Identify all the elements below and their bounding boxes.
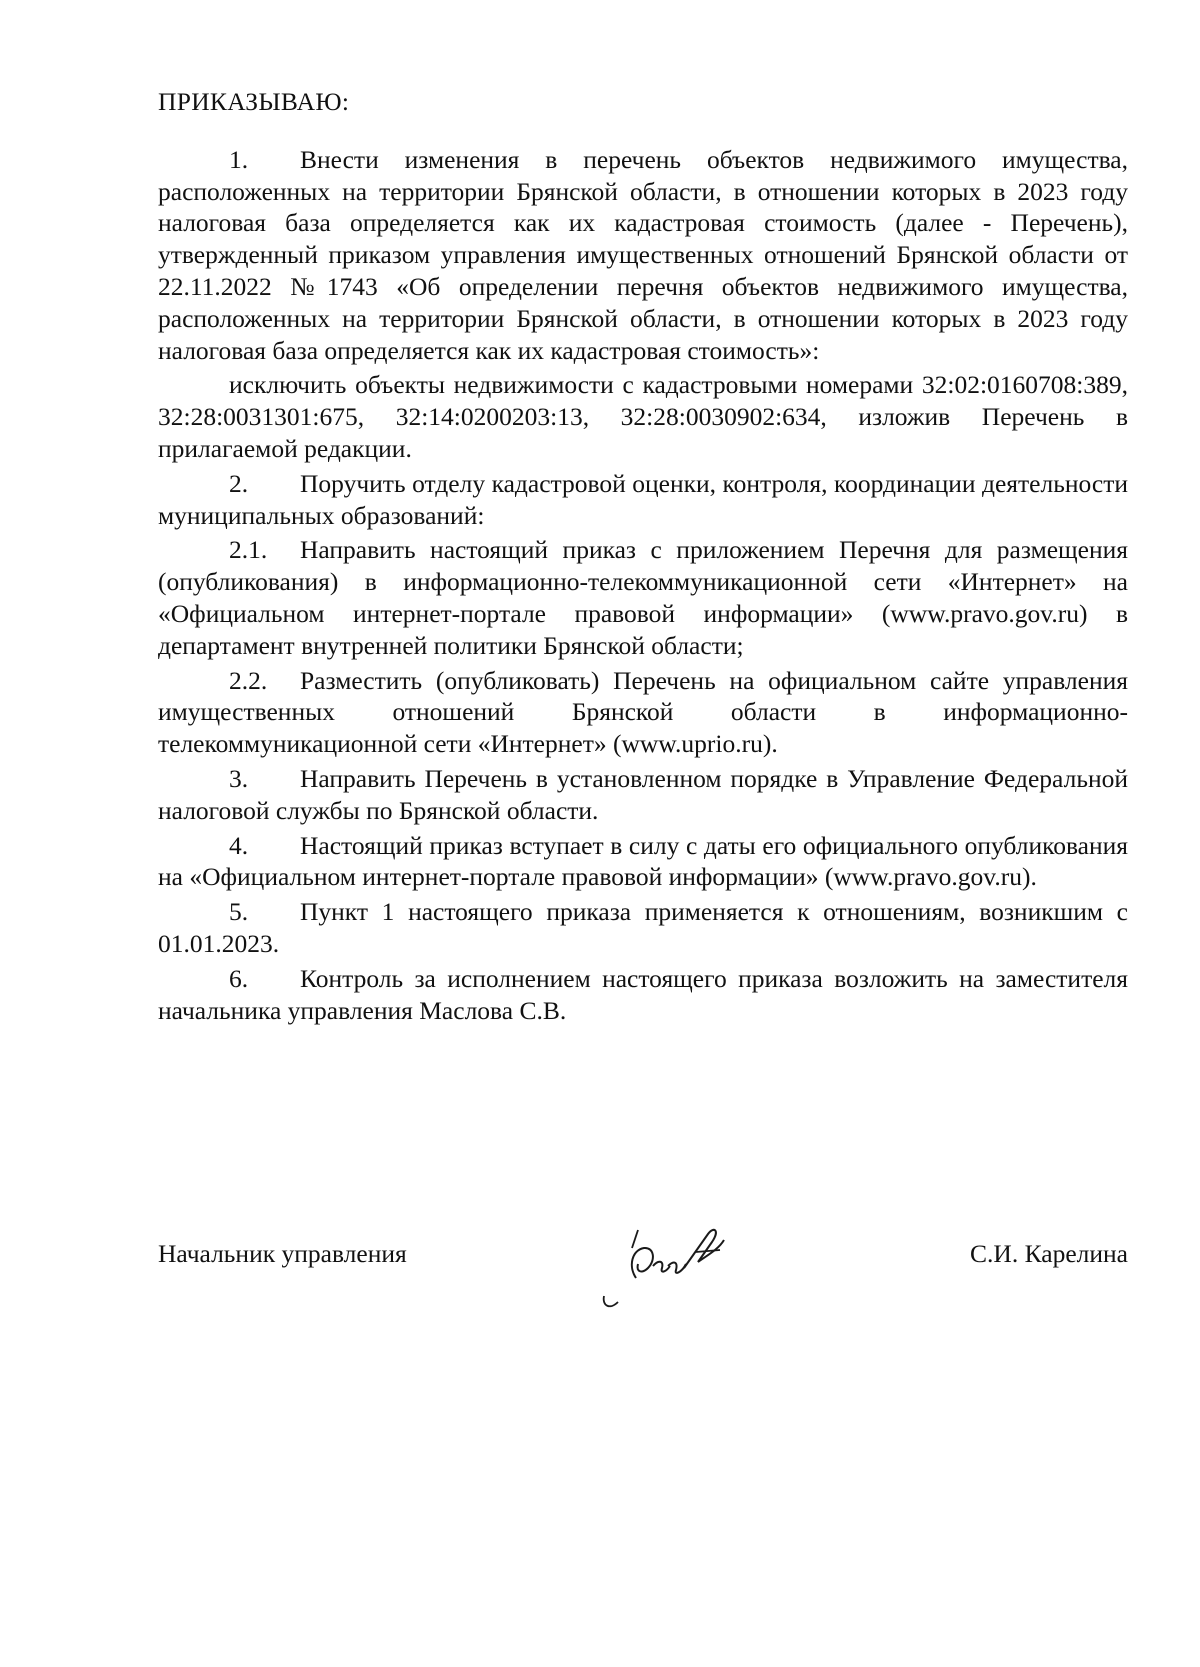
item-number: 2. <box>229 468 249 498</box>
order-item-1 <box>158 144 1128 367</box>
order-item-2-2 <box>158 665 1128 760</box>
order-item-1-subclause <box>158 369 1128 464</box>
handwritten-signature-icon <box>558 1216 758 1316</box>
order-item-4 <box>158 830 1128 894</box>
item-text: Направить настоящий приказ с приложением Перечня для размещения (опубликования) в информационно-телекоммуникационной сети «Интернет» на «Официальном интернет-портале правовой информации» (www.pravo.gov.ru) в департамент внутренней политики Брянской области; <box>158 535 1128 660</box>
signature-block <box>158 1216 1128 1326</box>
signer-name: С.И. Карелина <box>970 1239 1128 1268</box>
item-text: Внести изменения в перечень объектов недвижимого имущества, расположенных на территории Брянской области, в отношении которых в 2023 году налоговая база определяется как их кадастровая стоимость (далее - Перечень), утвержденный приказом управления имущественных отношений Брянской области от 22.11.2022 №1743 «Об определении перечня объектов недвижимого имущества, расположенных на территории Брянской области, в отношении которых в 2023 году налоговая база определяется как их кадастровая стоимость»: <box>158 144 1128 365</box>
item-text: исключить объекты недвижимости с кадастровыми номерами 32:02:0160708:389, 32:28:0031301:675, 32:14:0200203:13, 32:28:0030902:634, изложив Перечень в прилагаемой редакции. <box>158 370 1128 463</box>
item-text: Разместить (опубликовать) Перечень на официальном сайте управления имущественных отношений Брянской области в информационно-телекоммуникационной сети «Интернет» (www.uprio.ru). <box>158 665 1128 759</box>
item-text: Поручить отделу кадастровой оценки, контроля, координации деятельности муниципальных образований: <box>158 468 1128 530</box>
item-number: 4. <box>229 830 249 860</box>
order-item-2 <box>158 468 1128 532</box>
item-text: Настоящий приказ вступает в силу с даты его официального опубликования на «Официальном интернет-портале правовой информации» (www.pravo.gov.ru). <box>158 830 1128 892</box>
item-number: 2.2. <box>229 665 268 695</box>
item-number: 1. <box>229 144 249 174</box>
order-heading: ПРИКАЗЫВАЮ: <box>158 87 350 116</box>
signer-position: Начальник управления <box>158 1239 407 1268</box>
order-item-6 <box>158 963 1128 1027</box>
item-text: Направить Перечень в установленном порядке в Управление Федеральной налоговой службы по Брянской области. <box>158 763 1128 825</box>
order-item-5 <box>158 896 1128 960</box>
item-number: 6. <box>229 963 249 993</box>
item-text: Пункт 1 настоящего приказа применяется к отношениям, возникшим с 01.01.2023. <box>158 897 1128 958</box>
item-number: 5. <box>229 897 249 927</box>
order-item-2-1 <box>158 534 1128 661</box>
item-number: 2.1. <box>229 535 268 565</box>
item-number: 3. <box>229 763 249 793</box>
order-item-3 <box>158 763 1128 827</box>
item-text: Контроль за исполнением настоящего приказа возложить на заместителя начальника управления Маслова С.В. <box>158 963 1128 1025</box>
document-page <box>158 86 1128 1268</box>
